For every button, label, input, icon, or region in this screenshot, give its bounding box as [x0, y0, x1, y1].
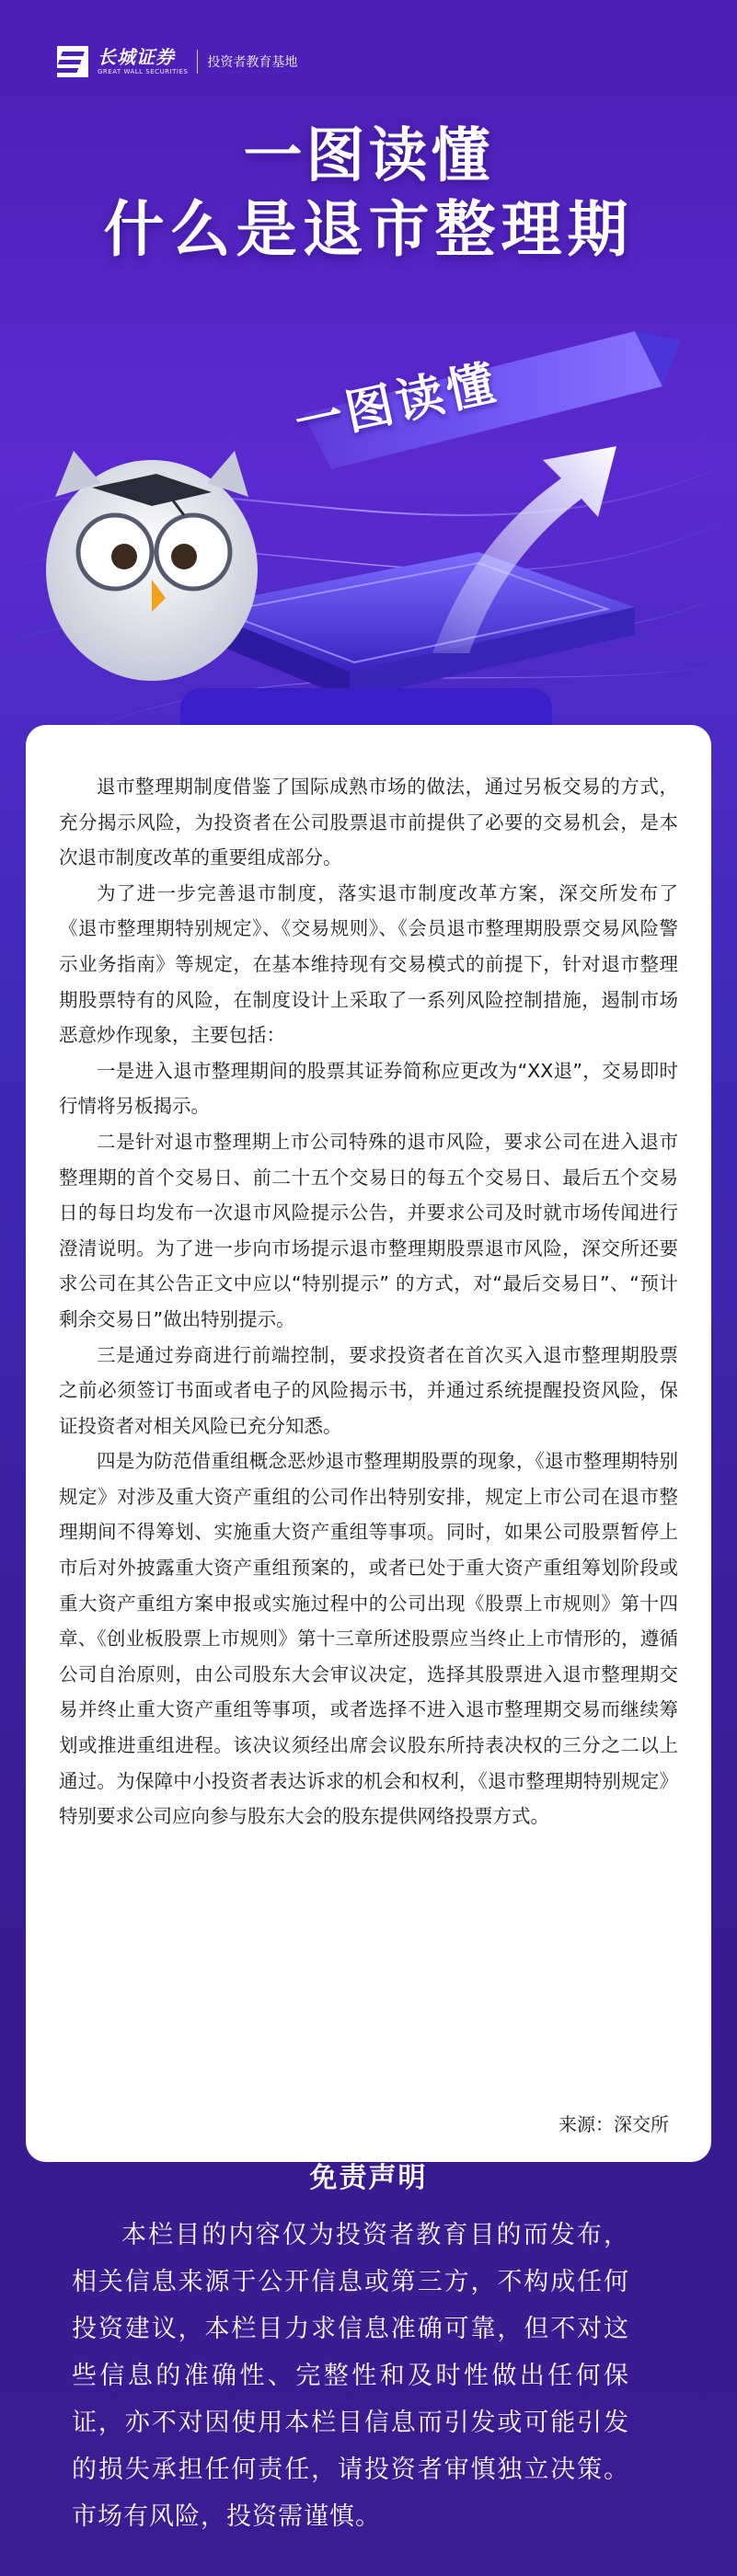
brand-name-block — [98, 48, 188, 75]
article-paragraph: 为了进一步完善退市制度，落实退市制度改革方案，深交所发布了《退市整理期特别规定》、《交易规则》、《会员退市整理期股票交易风险警示业务指南》等规定，在基本维持现有交易模式的前提下，针对退市整理期股票特有的风险，在制度设计上采取了一系列风险控制措施，遏制市场恶意炒作现象，主要包括： — [59, 881, 678, 1047]
article-paragraph: 四是为防范借重组概念恶炒退市整理期股票的现象，《退市整理期特别规定》对涉及重大资产重组的公司作出特别安排，规定上市公司在退市整理期间不得筹划、实施重大资产重组等事项。同时，如果公司股票暂停上市后对外披露重大资产重组预案的，或者已处于重大资产重组筹划阶段或重大资产重组方案申报或实施过程中的公司出现《股票上市规则》第十四章、《创业板股票上市规则》第十三章所述股票应当终止上市情形的，遵循公司自治原则，由公司股东大会审议决定，选择其股票进入退市整理期交易并终止重大资产重组等事项，或者选择不进入退市整理期交易而继续筹划或推进重组进程。该决议须经出席会议股东所持表决权的三分之二以上通过。为保障中小投资者表达诉求的机会和权利，《退市整理期特别规定》特别要求公司应向参与股东大会的股东提供网络投票方式。 — [59, 1450, 678, 1828]
article-paragraph: 退市整理期制度借鉴了国际成熟市场的做法，通过另板交易的方式，充分揭示风险，为投资者在公司股票退市前提供了必要的交易机会，是本次退市制度改革的重要组成部分。 — [59, 776, 678, 869]
article-source: 来源：深交所 — [559, 2113, 669, 2135]
owl-mascot-icon — [46, 451, 258, 681]
page-title-line-1: 一图读懂 — [243, 122, 494, 190]
article-card — [26, 725, 711, 2162]
brand-name: 长城证券 — [98, 46, 175, 68]
hero-banner-label: 一图读懂 — [290, 355, 503, 453]
brand-header — [57, 46, 297, 77]
article-paragraph: 二是针对退市整理期上市公司特殊的退市风险，要求公司在进入退市整理期的首个交易日、前二十五个交易日的每五个交易日、最后五个交易日的每日均发布一次退市风险提示公告，并要求公司及时就市场传闻进行澄清说明。为了进一步向市场提示退市整理期股票退市风险，深交所还要求公司在其公告正文中应以“特别提示” 的方式，对“最后交易日”、“预计剩余交易日”做出特别提示。 — [59, 1130, 678, 1330]
article-paragraph: 一是进入退市整理期间的股票其证券简称应更改为“XX退”，交易即时行情将另板揭示。 — [59, 1059, 678, 1118]
brand-divider — [197, 50, 198, 74]
hero-illustration — [0, 276, 737, 754]
disclaimer-body: 本栏目的内容仅为投资者教育目的而发布，相关信息来源于公开信息或第三方，不构成任何投资建议，本栏目力求信息准确可靠，但不对这些信息的准确性、完整性和及时性做出任何保证，亦不对因使用本栏目信息而引发或可能引发的损失承担任何责任，请投资者审慎独立决策。市场有风险，投资需谨慎。 — [72, 2221, 629, 2531]
brand-logo-icon — [57, 46, 88, 77]
brand-tagline: 投资者教育基地 — [207, 55, 298, 70]
page-title-line-2: 什么是退市整理期 — [103, 194, 634, 265]
brand-name-en: GREAT WALL SECURITIES — [98, 68, 189, 75]
article-paragraph: 三是通过券商进行前端控制，要求投资者在首次买入退市整理期股票之前必须签订书面或者电子的风险揭示书，并通过系统提醒投资风险，保证投资者对相关风险已充分知悉。 — [59, 1343, 678, 1437]
disclaimer-title: 免责声明 — [309, 2162, 428, 2194]
